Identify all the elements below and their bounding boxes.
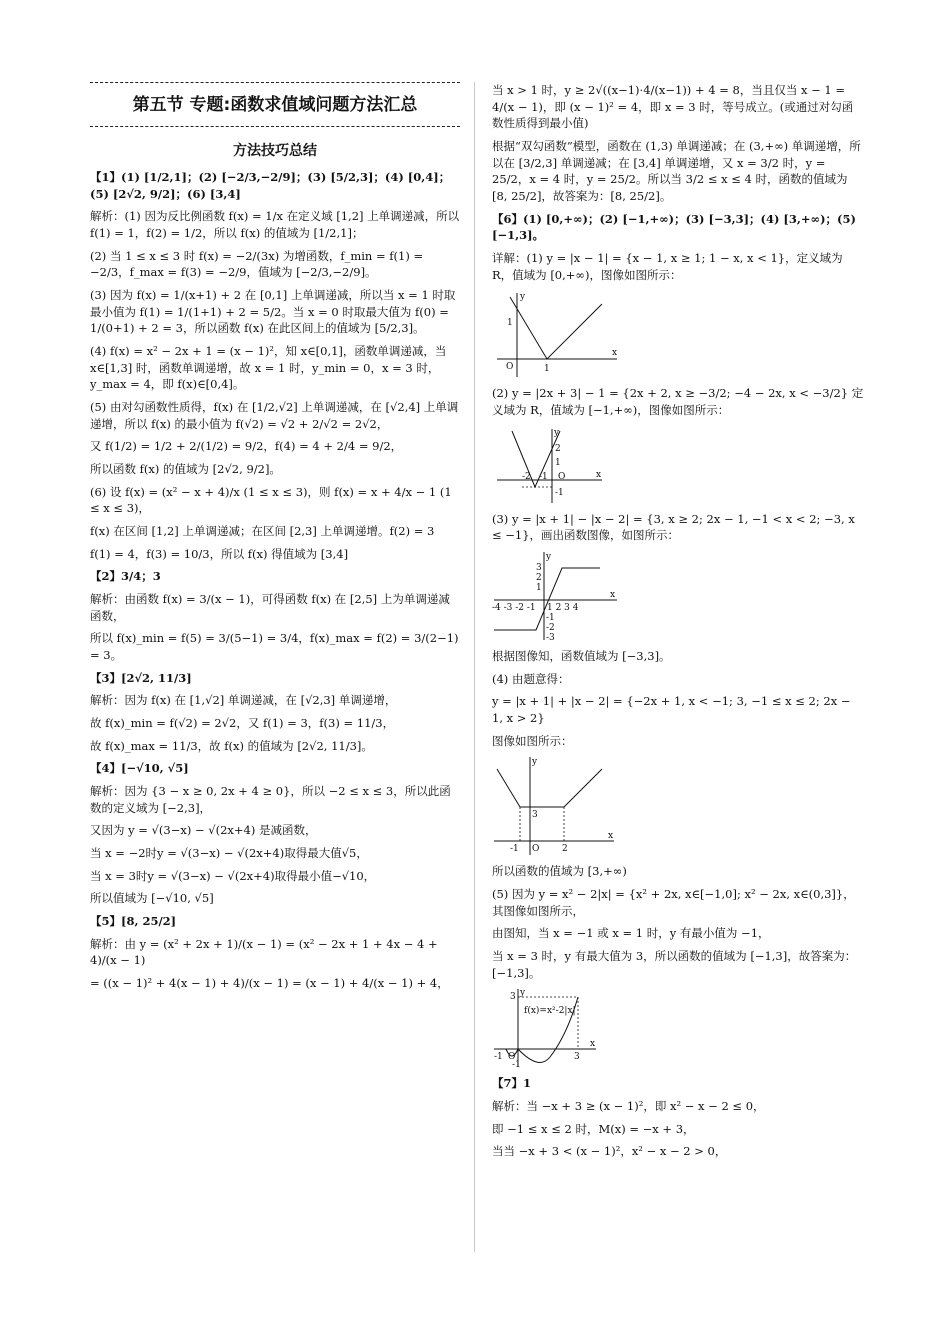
left-line xyxy=(90,715,460,732)
item6-part4-intro xyxy=(492,671,864,688)
item6-part5-max xyxy=(492,948,864,981)
g1-origin-label: O xyxy=(506,362,514,373)
left-line-text: = ((x − 1)² + 4(x − 1) + 4)/(x − 1) = (x − 1) + 4/(x − 1) + 4， xyxy=(90,976,449,991)
left-line-text: 当 x = −2时y = √(3−x) − √(2x+4)取得最大值√5， xyxy=(90,846,368,861)
item6-part2 xyxy=(492,385,864,418)
item6-part5-formula xyxy=(492,886,864,919)
right-top-line-text: 当 x > 1 时，y ≥ 2√((x−1)·4/(x−1)) + 4 = 8，当且仅当 x − 1 = 4/(x − 1)，即 (x − 1)² = 4，即 x = 3 时，等号成立。(或通过对勾函数性质得到最小值) xyxy=(492,83,854,131)
left-line xyxy=(90,868,460,885)
left-line xyxy=(90,399,460,432)
g3-y-tick-2: 2 xyxy=(536,573,542,584)
item7-answer-text: 【7】1 xyxy=(492,1076,532,1091)
g3-y-tick-m1: -1 xyxy=(546,613,555,624)
left-line xyxy=(90,975,460,992)
item7-line2 xyxy=(492,1121,864,1138)
left-column xyxy=(90,82,460,998)
left-line-text: (2) 当 1 ≤ x ≤ 3 时 f(x) = −2/(3x) 为增函数，f_min = f(1) = −2/3，f_max = f(3) = −2/9，值域为 [−2/3,−2/9]。 xyxy=(90,248,424,280)
left-line-text: 故 f(x)_min = f(√2) = 2√2，又 f(1) = 3，f(3) = 11/3， xyxy=(90,716,395,731)
g4-x-axis-label: x xyxy=(608,831,614,842)
left-line xyxy=(90,546,460,563)
item6-part4-graph-caption-text: 图像如图所示： xyxy=(492,733,573,748)
right-top-line xyxy=(492,211,864,244)
item6-part4-graph-caption xyxy=(492,733,864,750)
left-line-text: 【1】(1) [1/2,1]；(2) [−2/3,−2/9]；(3) [5/2,3]；(4) [0,4]；(5) [2√2, 9/2]；(6) [3,4] xyxy=(90,169,451,201)
g3-y-axis-label: y xyxy=(546,552,552,563)
item7-answer xyxy=(492,1075,864,1092)
left-content xyxy=(90,169,460,992)
graph-x2-minus-2absx xyxy=(492,987,622,1069)
g4-x-tick-2: 2 xyxy=(562,844,568,855)
left-line xyxy=(90,208,460,241)
g2-x-axis-label: x xyxy=(596,469,602,480)
right-top-line-text: 根据“双勾函数”模型，函数在 (1,3) 单调递减；在 (3,+∞) 单调递增，所以在 [3/2,3] 单调递减；在 [3,4] 单调递增，又 x = 3/2 时，y = 25/2，x = 4 时，y = 25/2。所以当 3/2 ≤ x ≤ 4 时，函数的值域为 [8, 25/2]，故答案为：[8, 25/2]。 xyxy=(492,139,861,204)
left-line-text: 所以 f(x)_min = f(5) = 3/(5−1) = 3/4，f(x)_max = f(2) = 3/(2−1) = 3。 xyxy=(90,631,459,663)
g3-y-tick-m3: -3 xyxy=(546,633,555,643)
g3-y-tick-3: 3 xyxy=(536,563,542,574)
left-line-text: 所以值域为 [−√10, √5] xyxy=(90,891,214,906)
title-rule-bottom xyxy=(90,126,460,127)
g4-origin-label: O xyxy=(532,844,540,855)
left-line xyxy=(90,248,460,281)
left-line-text: 又 f(1/2) = 1/2 + 2/(1/2) = 9/2，f(4) = 4 + 2/4 = 9/2， xyxy=(90,439,403,454)
left-line-text: (5) 由对勾函数性质得，f(x) 在 [1/2,√2] 上单调递减，在 [√2,4] 上单调递增，所以 f(x) 的最小值为 f(√2) = √2 + 2/√2 = 2√2， xyxy=(90,400,459,431)
g2-y-tick-2: 2 xyxy=(555,443,561,454)
item6-part3 xyxy=(492,511,864,544)
item6-part5-min xyxy=(492,925,864,942)
g4-y-tick-3: 3 xyxy=(532,810,538,821)
right-top-line xyxy=(492,250,864,283)
left-line-text: 【2】3/4；3 xyxy=(90,569,161,584)
g5-x-tick-m1: -1 xyxy=(494,1052,503,1063)
left-line xyxy=(90,738,460,755)
g2-y-tick-m1: -1 xyxy=(555,487,564,498)
item7-line3-text: 当当 −x + 3 < (x − 1)²，x² − x − 2 > 0， xyxy=(492,1144,727,1159)
page-title: 第五节 专题:函数求值域问题方法汇总 xyxy=(132,95,418,115)
g2-x-tick-m2: -2 xyxy=(522,471,531,482)
graph-abs-2x-plus-3 xyxy=(492,425,622,505)
g2-x-tick-m1: -1 xyxy=(539,471,548,482)
g4-y-axis-label: y xyxy=(532,757,538,768)
left-line xyxy=(90,783,460,816)
g3-x-axis-label: x xyxy=(610,590,616,601)
g2-y-axis-label: y xyxy=(554,427,560,438)
left-line-text: 【5】[8, 25/2] xyxy=(90,914,177,929)
g5-y-tick-3: 3 xyxy=(510,992,516,1003)
left-line-text: (3) 因为 f(x) = 1/(x+1) + 2 在 [0,1] 上单调递减，所以当 x = 1 时取最小值为 f(1) = 1/(1+1) + 2 = 5/2。当 x = 0 时取最大值为 f(0) = 1/(0+1) + 2 = 3，所以函数 f(x) 在此区间上的值域为 [5/2,3]。 xyxy=(90,287,456,336)
g5-origin-label: O xyxy=(508,1052,516,1063)
left-line-text: 故 f(x)_max = 11/3，故 f(x) 的值域为 [2√2, 11/3]。 xyxy=(90,738,373,753)
left-line xyxy=(90,438,460,455)
left-line xyxy=(90,630,460,663)
right-top-line-text: 【6】(1) [0,+∞)；(2) [−1,+∞)；(3) [−3,3]；(4) [3,+∞)；(5) [−1,3]。 xyxy=(492,211,856,243)
left-line-text: (6) 设 f(x) = (x² − x + 4)/x (1 ≤ x ≤ 3)，则 f(x) = x + 4/x − 1 (1 ≤ x ≤ 3)， xyxy=(90,484,452,516)
g4-x-tick-m1: -1 xyxy=(510,844,519,855)
g5-x-tick-3: 3 xyxy=(574,1052,580,1063)
left-line xyxy=(90,936,460,969)
left-line-text: 所以函数 f(x) 的值域为 [2√2, 9/2]。 xyxy=(90,462,281,477)
left-line-text: f(x) 在区间 [1,2] 上单调递减；在区间 [2,3] 上单调递增。f(2) = 3 xyxy=(90,524,435,539)
item6-part4-range-text: 所以函数的值域为 [3,+∞) xyxy=(492,864,627,879)
item7-line3 xyxy=(492,1143,864,1160)
g1-x-axis-label: x xyxy=(612,348,618,359)
left-line xyxy=(90,169,460,202)
left-line xyxy=(90,913,460,930)
g5-x-axis-label: x xyxy=(590,1039,596,1050)
g1-y-axis-label: y xyxy=(520,292,526,303)
item7-line1 xyxy=(492,1098,864,1115)
g3-x-ticks-pos: 1 2 3 4 xyxy=(547,603,579,614)
left-line-text: 【4】[−√10, √5] xyxy=(90,761,189,776)
left-line-text: 解析：由函数 f(x) = 3/(x − 1)，可得函数 f(x) 在 [2,5] 上为单调递减函数， xyxy=(90,592,450,623)
item6-part3-text: (3) y = |x + 1| − |x − 2| = {3, x ≥ 2; 2x − 1, −1 < x < 2; −3, x ≤ −1}，画出函数图像，如图所示： xyxy=(492,511,855,543)
right-top-line xyxy=(492,138,864,205)
left-line xyxy=(90,591,460,624)
g3-x-ticks-neg: -4 -3 -2 -1 xyxy=(492,603,536,614)
left-line xyxy=(90,890,460,907)
g2-y-tick-1: 1 xyxy=(555,457,561,468)
right-top-line-text: 详解：(1) y = |x − 1| = {x − 1, x ≥ 1; 1 − x, x < 1}，定义域为 R，值域为 [0,+∞)，图像如图所示： xyxy=(492,251,843,282)
item6-part3-range-text: 根据图像知，函数值域为 [−3,3]。 xyxy=(492,649,671,664)
item7-line2-text: 即 −1 ≤ x ≤ 2 时，M(x) = −x + 3， xyxy=(492,1121,695,1136)
g3-y-tick-m2: -2 xyxy=(546,623,555,634)
section-subtitle: 方法技巧总结 xyxy=(233,142,317,159)
left-line-text: 解析：因为 {3 − x ≥ 0, 2x + 4 ≥ 0}，所以 −2 ≤ x ≤ 3，所以此函数的定义域为 [−2,3]， xyxy=(90,784,451,815)
graph-abs-x-minus-1 xyxy=(492,289,622,379)
left-line xyxy=(90,461,460,478)
left-line-text: 【3】[2√2, 11/3] xyxy=(90,670,192,685)
g1-y-tick-1: 1 xyxy=(507,318,513,329)
item7-line1-text: 解析：当 −x + 3 ≥ (x − 1)²，即 x² − x − 2 ≤ 0， xyxy=(492,1099,765,1114)
column-divider xyxy=(474,82,475,1252)
left-line-text: f(1) = 4，f(3) = 10/3，所以 f(x) 得值域为 [3,4] xyxy=(90,546,349,561)
g2-origin-label: O xyxy=(558,471,566,482)
item6-part5-formula-text: (5) 因为 y = x² − 2|x| = {x² + 2x, x∈[−1,0]; x² − 2x, x∈(0,3]}，其图像如图所示， xyxy=(492,887,855,918)
left-line xyxy=(90,568,460,585)
item6-part3-range xyxy=(492,648,864,665)
left-line-text: 解析：因为 f(x) 在 [1,√2] 单调递减，在 [√2,3] 单调递增， xyxy=(90,693,397,708)
left-line xyxy=(90,670,460,687)
left-line-text: 又因为 y = √(3−x) − √(2x+4) 是减函数， xyxy=(90,823,317,838)
right-top-line xyxy=(492,82,864,132)
right-column xyxy=(492,82,864,1166)
left-line xyxy=(90,822,460,839)
g3-y-tick-1: 1 xyxy=(536,583,542,594)
item6-part4-range xyxy=(492,863,864,880)
left-line-text: (4) f(x) = x² − 2x + 1 = (x − 1)²，知 x∈[0,1]，函数单调递减，当 x∈[1,3] 时，函数单调递增，故 x = 1 时，y_min = 0，x = 3 时，y_max = 4，即 f(x)∈[0,4]。 xyxy=(90,343,447,392)
item6-part4-formula-text: y = |x + 1| + |x − 2| = {−2x + 1, x < −1; 3, −1 ≤ x ≤ 2; 2x − 1, x > 2} xyxy=(492,694,851,726)
graph-abs-sum xyxy=(492,755,622,857)
left-line xyxy=(90,484,460,517)
right-content-top xyxy=(492,82,864,283)
left-line-text: 解析：由 y = (x² + 2x + 1)/(x − 1) = (x² − 2x + 1 + 4x − 4 + 4)/(x − 1) xyxy=(90,936,438,968)
item6-part5-min-text: 由图知，当 x = −1 或 x = 1 时，y 有最小值为 −1， xyxy=(492,926,770,941)
item6-part2-text: (2) y = |2x + 3| − 1 = {2x + 2, x ≥ −3/2; −4 − 2x, x < −3/2} 定义域为 R，值域为 [−1,+∞)，图像如图所示： xyxy=(492,386,864,418)
g5-function-label: f(x)=x²-2|x| xyxy=(524,1006,576,1017)
left-line xyxy=(90,523,460,540)
left-line xyxy=(90,845,460,862)
g5-y-axis-label: y xyxy=(520,988,526,999)
left-line xyxy=(90,287,460,337)
item6-part5-max-text: 当 x = 3 时，y 有最大值为 3，所以函数的值域为 [−1,3]，故答案为：[−1,3]。 xyxy=(492,949,857,980)
left-line xyxy=(90,760,460,777)
left-line-text: 解析：(1) 因为反比例函数 f(x) = 1/x 在定义域 [1,2] 上单调递减，所以 f(1) = 1，f(2) = 1/2，所以 f(x) 的值域为 [1/2,1]； xyxy=(90,209,460,240)
left-line xyxy=(90,692,460,709)
graph-abs-diff xyxy=(492,550,622,642)
g1-x-tick-1: 1 xyxy=(544,364,550,375)
item6-part4-intro-text: (4) 由题意得： xyxy=(492,671,570,686)
left-line xyxy=(90,343,460,393)
g5-y-tick-m1: -1 xyxy=(512,1060,521,1070)
item6-part4-formula xyxy=(492,693,864,726)
left-line-text: 当 x = 3时y = √(3−x) − √(2x+4)取得最小值−√10， xyxy=(90,868,376,883)
